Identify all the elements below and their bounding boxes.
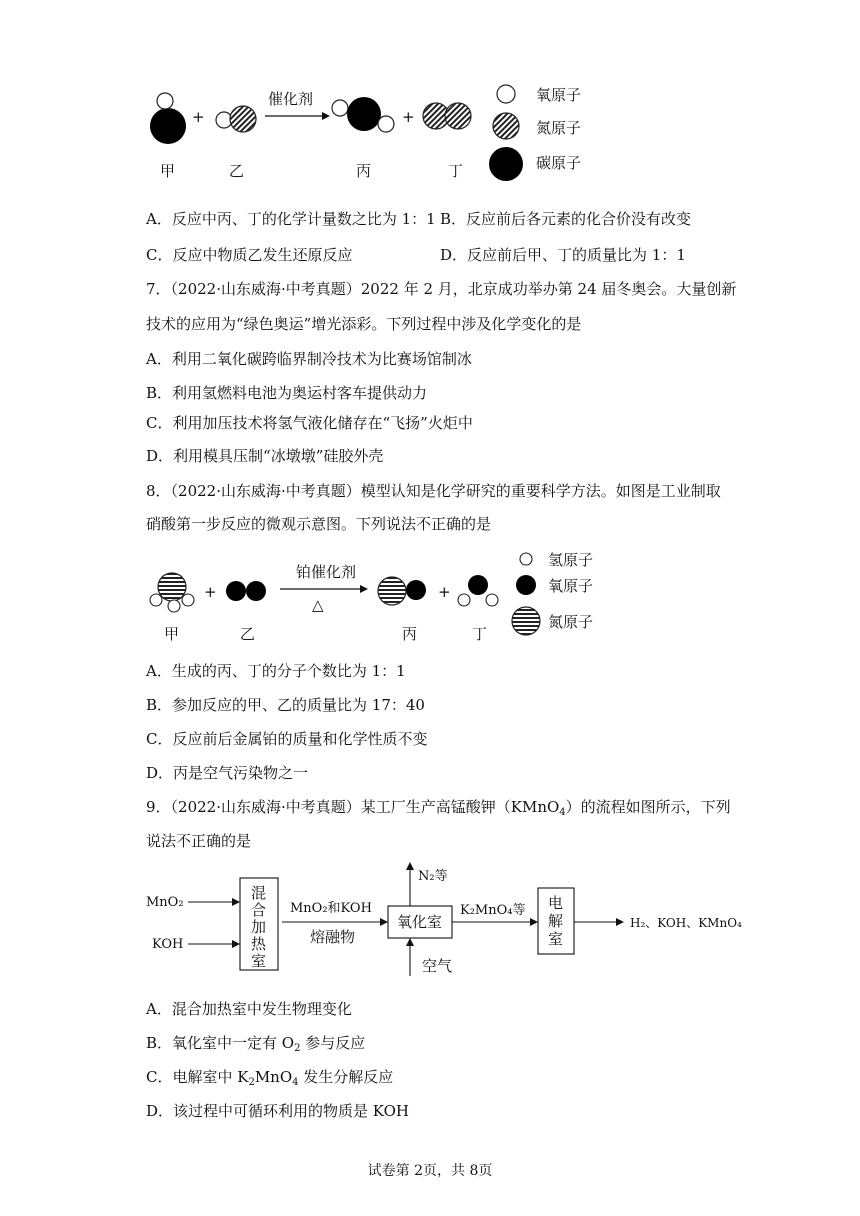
legend-hydrogen: 氢原子 [548,551,594,569]
process-flow-diagram [140,858,760,983]
q8-stem-line2: 硝酸第一步反应的微观示意图。下列说法不正确的是 [146,515,492,533]
reaction-diagram-2 [140,545,610,645]
q9-stem-line2: 说法不正确的是 [146,832,252,850]
q6-option-a: A．反应中丙、丁的化学计量数之比为 1：1 [146,210,436,228]
plus-sign: + [204,583,217,601]
q8-stem-line1: 8．（2022·山东威海·中考真题）模型认知是化学研究的重要科学方法。如图是工业制取 [146,482,721,500]
label-jia: 甲 [160,162,176,180]
legend-oxygen: 氧原子 [536,86,582,104]
molecule-bing [378,577,426,605]
catalyst-label: 催化剂 [268,90,314,108]
q7-option-a: A．利用二氧化碳跨临界制冷技术为比赛场馆制冰 [146,350,472,368]
q9-option-a: A．混合加热室中发生物理变化 [146,1000,352,1018]
box1-char: 室 [251,952,267,970]
plus-sign: + [192,108,205,126]
heat-symbol: △ [312,596,324,614]
q7-option-b: B．利用氢燃料电池为奥运村客车提供动力 [146,384,428,402]
plus-sign: + [402,108,415,126]
legend-oxygen: 氧原子 [548,577,594,595]
molecule-yi [216,106,256,132]
legend [512,551,593,635]
molecule-jia [150,573,194,612]
legend-carbon: 碳原子 [536,154,582,172]
reaction-diagram-1 [140,78,600,188]
q6-option-b: B．反应前后各元素的化合价没有改变 [440,210,692,228]
mid2-label: K₂MnO₄等 [460,903,526,918]
q9-stem-line1: 9．（2022·山东威海·中考真题）某工厂生产高锰酸钾（KMnO$_4$）的流程如图所示，下列 [146,798,731,818]
legend-nitrogen: 氮原子 [536,119,582,137]
box3-char: 电 [548,894,564,912]
air-label: 空气 [422,957,453,975]
mid1-bottom-label: 熔融物 [310,928,356,946]
box1-char: 加 [251,918,267,936]
label-ding: 丁 [472,625,488,643]
box1-char: 混 [251,884,267,902]
q9-option-b: B．氧化室中一定有 $O_2$ 参与反应 [146,1034,366,1054]
input-koh: KOH [152,937,184,952]
legend-nitrogen: 氮原子 [548,613,594,631]
molecule-ding [458,575,498,606]
q9-option-c: C．电解室中 $K_2MnO_4$ 发生分解反应 [146,1068,394,1088]
q7-stem-line1: 7．（2022·山东威海·中考真题）2022 年 2 月，北京成功举办第 24 届冬奥会。大量创新 [146,280,737,298]
box1-char: 热 [251,935,267,953]
input-mno2: MnO₂ [146,895,184,910]
label-yi: 乙 [229,162,245,180]
gas-out-label: N₂等 [418,869,448,884]
box2-label: 氧化室 [397,913,443,931]
catalyst-label: 铂催化剂 [296,563,357,581]
q7-option-c: C．利用加压技术将氢气液化储存在“飞扬”火炬中 [146,414,473,432]
q7-option-d: D．利用模具压制“冰墩墩”硅胶外壳 [146,447,384,465]
label-yi: 乙 [240,625,256,643]
box3-char: 室 [548,930,564,948]
label-bing: 丙 [402,625,418,643]
plus-sign: + [438,583,451,601]
page-footer: 试卷第 2页，共 8页 [367,1163,493,1179]
q8-option-c: C．反应前后金属铂的质量和化学性质不变 [146,730,428,748]
molecule-jia [150,93,186,144]
label-bing: 丙 [356,162,372,180]
molecule-yi [226,581,266,601]
output-label: H₂、KOH、KMnO₄ [630,916,742,930]
legend [489,85,581,181]
q8-option-d: D．丙是空气污染物之一 [146,764,309,782]
q7-stem-line2: 技术的应用为“绿色奥运”增光添彩。下列过程中涉及化学变化的是 [146,315,582,333]
label-jia: 甲 [164,625,180,643]
label-ding: 丁 [448,162,464,180]
q9-option-d: D．该过程中可循环利用的物质是 KOH [146,1102,409,1120]
q8-option-a: A．生成的丙、丁的分子个数比为 1：1 [146,662,406,680]
q8-option-b: B．参加反应的甲、乙的质量比为 17：40 [146,696,425,714]
box3-char: 解 [548,912,564,930]
mid1-top-label: MnO₂和KOH [290,901,372,916]
q6-option-c: C．反应中物质乙发生还原反应 [146,246,353,264]
q6-option-d: D．反应前后甲、丁的质量比为 1：1 [440,246,686,264]
molecule-ding [423,103,471,129]
box1-char: 合 [251,901,267,919]
molecule-bing [332,97,394,132]
